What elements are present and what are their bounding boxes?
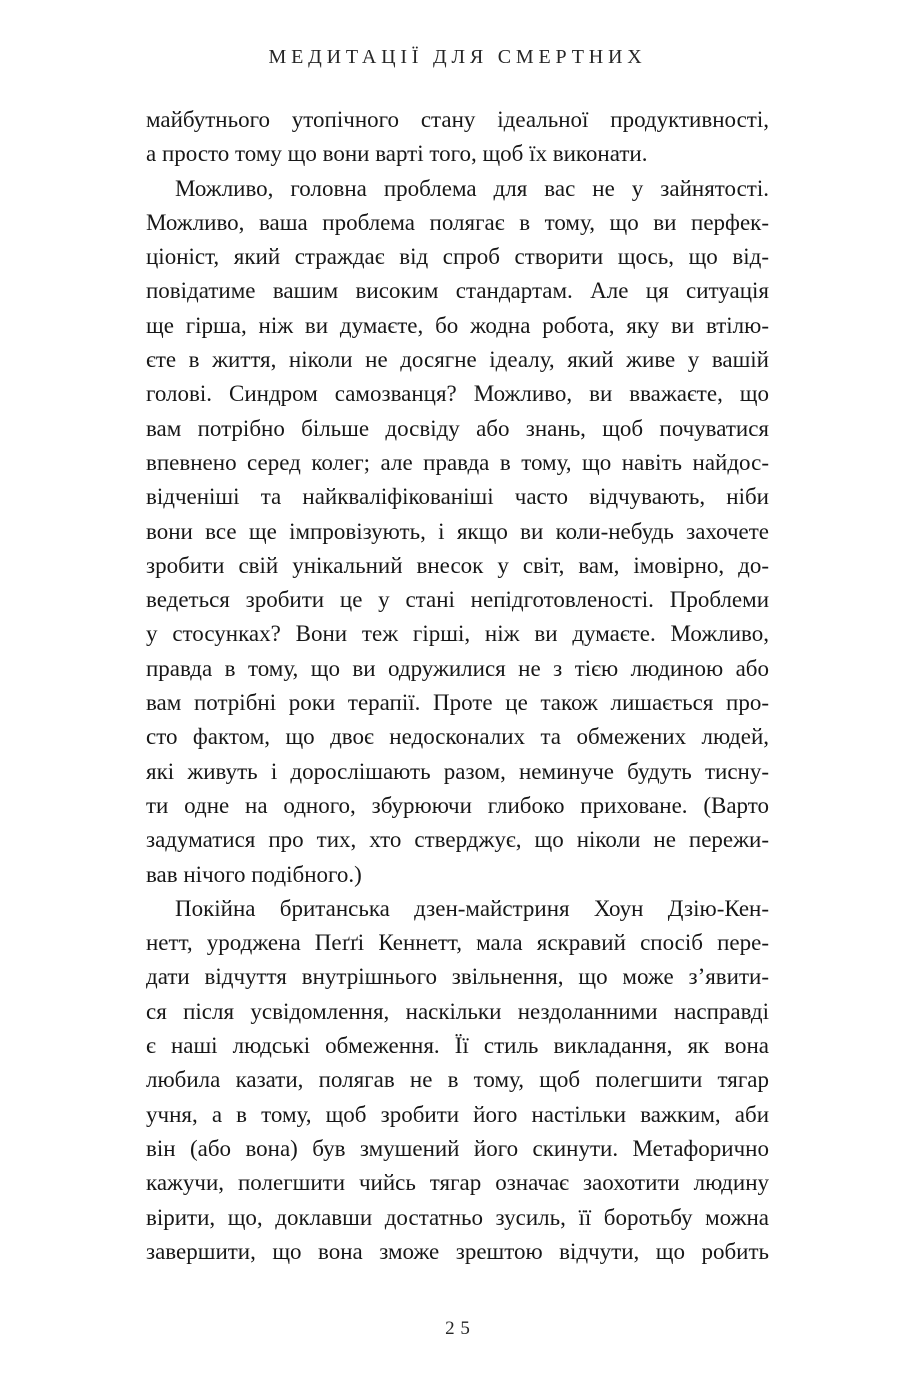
text-line: єте в життя, ніколи не досягне ідеалу, який живе у вашій (146, 347, 769, 373)
paragraph (146, 103, 769, 172)
text-line: впевнено серед колег; але правда в тому, що навіть найдос- (146, 449, 769, 475)
text-line: які живуть і дорослішають разом, неминуче будуть тисну- (146, 758, 769, 784)
text-line: вав нічого подібного.) (146, 861, 362, 887)
text-line: Можливо, головна проблема для вас не у зайнятості. (175, 175, 769, 201)
text-line: ся після усвідомлення, наскільки нездоланними насправді (146, 998, 769, 1024)
text-line: голові. Синдром самозванця? Можливо, ви вважаєте, що (146, 381, 769, 407)
text-line: зробити свій унікальний внесок у світ, вам, імовірно, до- (146, 552, 769, 578)
text-line: є наші людські обмеження. Її стиль викладання, як вона (146, 1033, 769, 1059)
paragraph (146, 892, 769, 1269)
text-line: майбутнього утопічного стану ідеальної продуктивності, (146, 107, 769, 132)
text-line: вам потрібні роки терапії. Проте це також лишається про- (146, 690, 769, 716)
text-line: правда в тому, що ви одружилися не з тією людиною або (146, 655, 769, 681)
text-line: нетт, уроджена Пеґґі Кеннетт, мала яскравий спосіб пере- (146, 930, 769, 956)
text-line: задуматися про тих, хто стверджує, що ніколи не пережи- (146, 827, 769, 853)
text-line: дати відчуття внутрішнього звільнення, що може з’явити- (146, 964, 769, 990)
text-line: він (або вона) був змушений його скинути. Метафорично (146, 1135, 769, 1161)
text-line: кажучи, полегшити чийсь тягар означає заохотити людину (146, 1170, 769, 1196)
text-line: любила казати, полягав не в тому, щоб полегшити тягар (146, 1067, 769, 1093)
text-line: вам потрібно більше досвіду або знань, щоб почуватися (146, 415, 769, 441)
text-line: ціоніст, який страждає від спроб створити щось, що від- (146, 244, 769, 270)
text-line: вони все ще імпровізують, і якщо ви коли-небудь захочете (146, 518, 769, 544)
running-header: МЕДИТАЦІЇ ДЛЯ СМЕРТНИХ (268, 46, 647, 68)
text-line: Покійна британська дзен-майстриня Хоун Дзію-Кен- (175, 895, 769, 921)
text-line: у стосунках? Вони теж гірші, ніж ви думаєте. Можливо, (146, 621, 769, 647)
text-line: сто фактом, що двоє недосконалих та обмежених людей, (146, 724, 769, 750)
text-line: Можливо, ваша проблема полягає в тому, що ви перфек- (146, 209, 769, 235)
page-body (146, 103, 769, 1269)
text-line: учня, а в тому, щоб зробити його настільки важким, аби (146, 1101, 769, 1127)
text-line: ти одне на одного, збурюючи глибоко приховане. (Варто (146, 792, 769, 818)
text-line: ще гірша, ніж ви думаєте, бо жодна робота, яку ви втілю- (146, 312, 769, 338)
text-line: відченіші та найкваліфікованіші часто відчувають, ніби (146, 484, 769, 510)
paragraph (146, 172, 769, 892)
text-line: завершити, що вона зможе зрештою відчути, що робить (146, 1238, 769, 1264)
text-line: ведеться зробити це у стані непідготовленості. Проблеми (146, 587, 769, 613)
text-line: повідатиме вашим високим стандартам. Але ця ситуація (146, 278, 769, 304)
text-line: а просто тому що вони варті того, щоб їх виконати. (146, 141, 648, 167)
text-line: вірити, що, доклавши достатньо зусиль, її боротьбу можна (146, 1204, 769, 1230)
page-number: 25 (445, 1318, 476, 1339)
